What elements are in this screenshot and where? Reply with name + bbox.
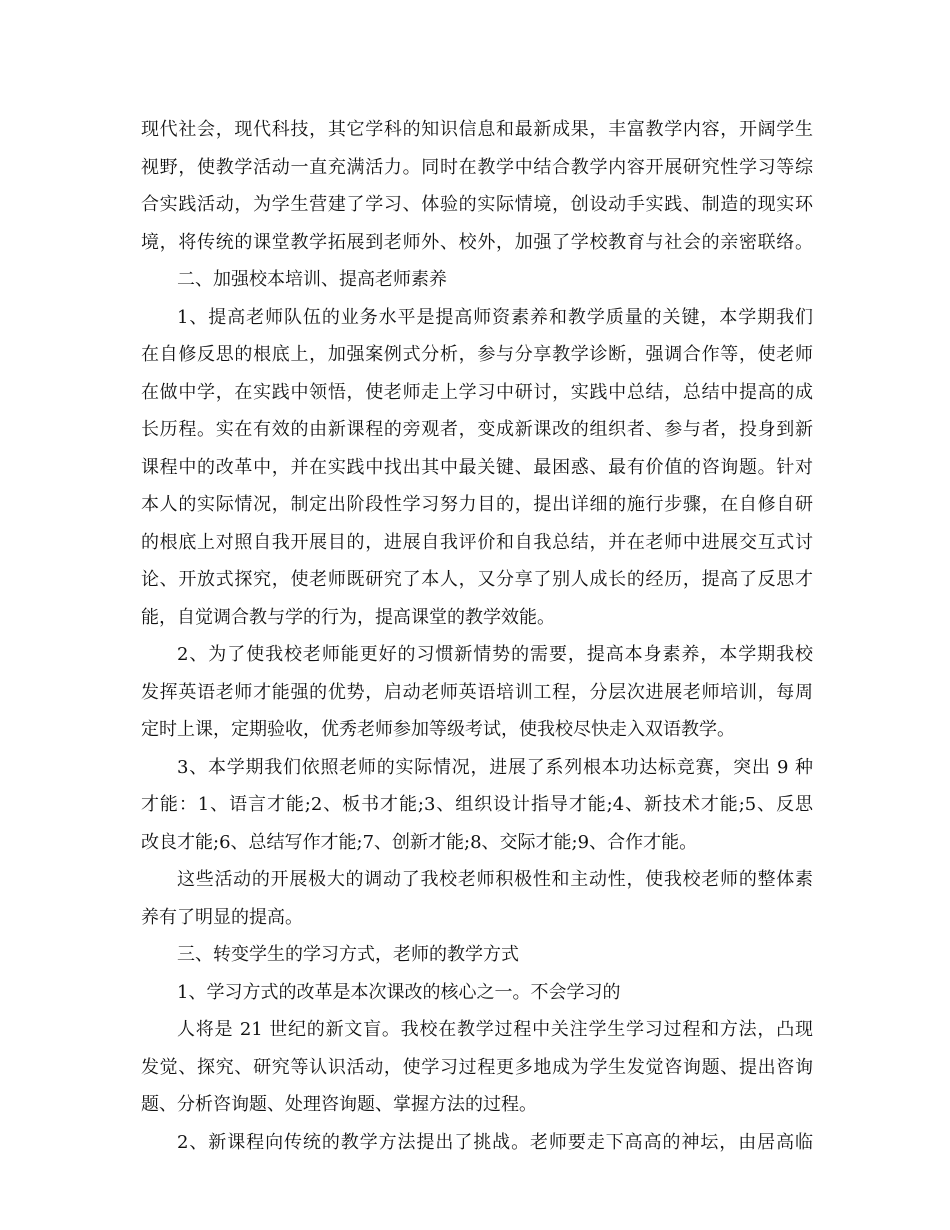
text-line: 合实践活动，为学生营建了学习、体验的实际情境，创设动手实践、制造的现实环 <box>141 194 813 215</box>
text-line: 养有了明显的提高。 <box>141 906 303 928</box>
text-line: 在做中学，在实践中领悟，使老师走上学习中研讨，实践中总结，总结中提高的成 <box>141 381 813 403</box>
text-line: 三、转变学生的学习方式，老师的教学方式 <box>177 944 519 965</box>
text-line: 1、提高老师队伍的业务水平是提高师资素养和教学质量的关键，本学期我们 <box>177 306 813 328</box>
text-line: 定时上课，定期验收，优秀老师参加等级考试，使我校尽快走入双语教学。 <box>141 719 735 740</box>
text-line: 课程中的改革中，并在实践中找出其中最关键、最困惑、最有价值的咨询题。针对 <box>141 456 813 478</box>
text-line: 现代社会，现代科技，其它学科的知识信息和最新成果，丰富教学内容，开阔学生 <box>141 119 813 140</box>
text-line: 在自修反思的根底上，加强案例式分析，参与分享教学诊断，强调合作等，使老师 <box>141 344 813 365</box>
text-line: 的根底上对照自我开展目的，进展自我评价和自我总结，并在老师中进展交互式讨 <box>141 531 813 553</box>
text-line: 这些活动的开展极大的调动了我校老师积极性和主动性，使我校老师的整体素 <box>177 869 813 890</box>
text-line: 1、学习方式的改革是本次课改的核心之一。不会学习的 <box>177 981 621 1003</box>
text-line: 才能：1、语言才能;2、板书才能;3、组织设计指导才能;4、新技术才能;5、反思 <box>141 794 813 815</box>
text-line: 人将是 21 世纪的新文盲。我校在教学过程中关注学生学习过程和方法，凸现 <box>177 1019 813 1040</box>
text-line: 能，自觉调合教与学的行为，提高课堂的教学效能。 <box>141 606 555 628</box>
text-line: 长历程。实在有效的由新课程的旁观者，变成新课改的组织者、参与者，投身到新 <box>141 419 813 440</box>
text-line: 视野，使教学活动一直充满活力。同时在教学中结合教学内容开展研究性学习等综 <box>141 156 813 178</box>
document-body <box>141 111 813 1161</box>
text-line: 发挥英语老师才能强的优势，启动老师英语培训工程，分层次进展老师培训，每周 <box>141 681 813 703</box>
text-line: 2、新课程向传统的教学方法提出了挑战。老师要走下高高的神坛，由居高临 <box>177 1131 813 1153</box>
text-line: 本人的实际情况，制定出阶段性学习努力目的，提出详细的施行步骤，在自修自研 <box>141 494 813 515</box>
text-line: 3、本学期我们依照老师的实际情况，进展了系列根本功达标竞赛，突出 9 种 <box>177 756 813 778</box>
text-line: 境，将传统的课堂教学拓展到老师外、校外，加强了学校教育与社会的亲密联络。 <box>141 231 813 253</box>
text-line: 论、开放式探究，使老师既研究了本人，又分享了别人成长的经历，提高了反思才 <box>141 569 813 590</box>
text-line: 2、为了使我校老师能更好的习惯新情势的需要，提高本身素养，本学期我校 <box>177 644 813 665</box>
text-line: 二、加强校本培训、提高老师素养 <box>177 269 447 290</box>
text-line: 改良才能;6、总结写作才能;7、创新才能;8、交际才能;9、合作才能。 <box>141 831 698 853</box>
text-line: 发觉、探究、研究等认识活动，使学习过程更多地成为学生发觉咨询题、提出咨询 <box>141 1056 813 1078</box>
text-line: 题、分析咨询题、处理咨询题、掌握方法的过程。 <box>141 1094 537 1115</box>
